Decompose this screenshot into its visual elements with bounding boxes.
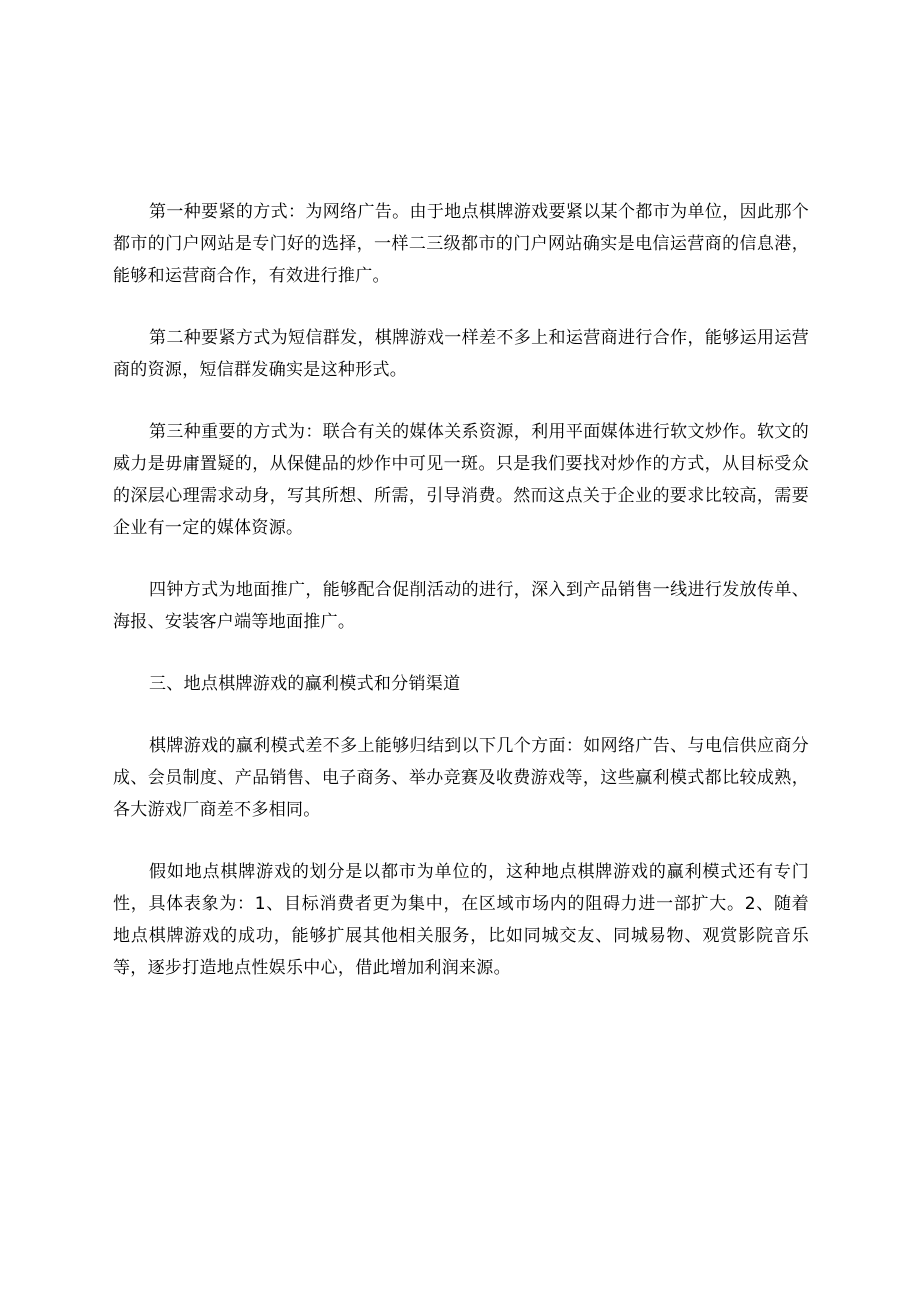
- paragraph-local-profit-specialty: 假如地点棋牌游戏的划分是以都市为单位的，这种地点棋牌游戏的赢利模式还有专门性，具体表象为：1、目标消费者更为集中，在区域市场内的阻碍力进一部扩大。2、随着地点棋牌游戏的成功，能够扩展其他相关服务，比如同城交友、同城易物、观赏影院音乐等，逐步打造地点性娱乐中心，借此增加利润来源。: [113, 862, 809, 978]
- section-heading: 三、地点棋牌游戏的赢利模式和分销渠道: [149, 674, 461, 694]
- paragraph-online-ads: 第一种要紧的方式：为网络广告。由于地点棋牌游戏要紧以某个都市为单位，因此那个都市的门户网站是专门好的选择，一样二三级都市的门户网站确实是电信运营商的信息港，能够和运营商合作，有效进行推广。: [113, 202, 809, 286]
- paragraph-sms-broadcast: 第二种要紧方式为短信群发，棋牌游戏一样差不多上和运营商进行合作，能够运用运营商的资源，短信群发确实是这种形式。: [113, 328, 809, 380]
- paragraph-ground-promotion: 四钟方式为地面推广，能够配合促削活动的进行，深入到产品销售一线进行发放传单、海报、安装客户端等地面推广。: [113, 580, 809, 632]
- document-body: [113, 196, 809, 984]
- paragraph-profit-models: 棋牌游戏的赢利模式差不多上能够归结到以下几个方面：如网络广告、与电信供应商分成、会员制度、产品销售、电子商务、举办竞赛及收费游戏等，这些赢利模式都比较成熟，各大游戏厂商差不多相同。: [113, 736, 809, 820]
- paragraph-soft-article-promotion: 第三种重要的方式为：联合有关的媒体关系资源，利用平面媒体进行软文炒作。软文的威力是毋庸置疑的，从保健品的炒作中可见一斑。只是我们要找对炒作的方式，从目标受众的深层心理需求动身，写其所想、所需，引导消费。然而这点关于企业的要求比较高，需要企业有一定的媒体资源。: [113, 422, 809, 538]
